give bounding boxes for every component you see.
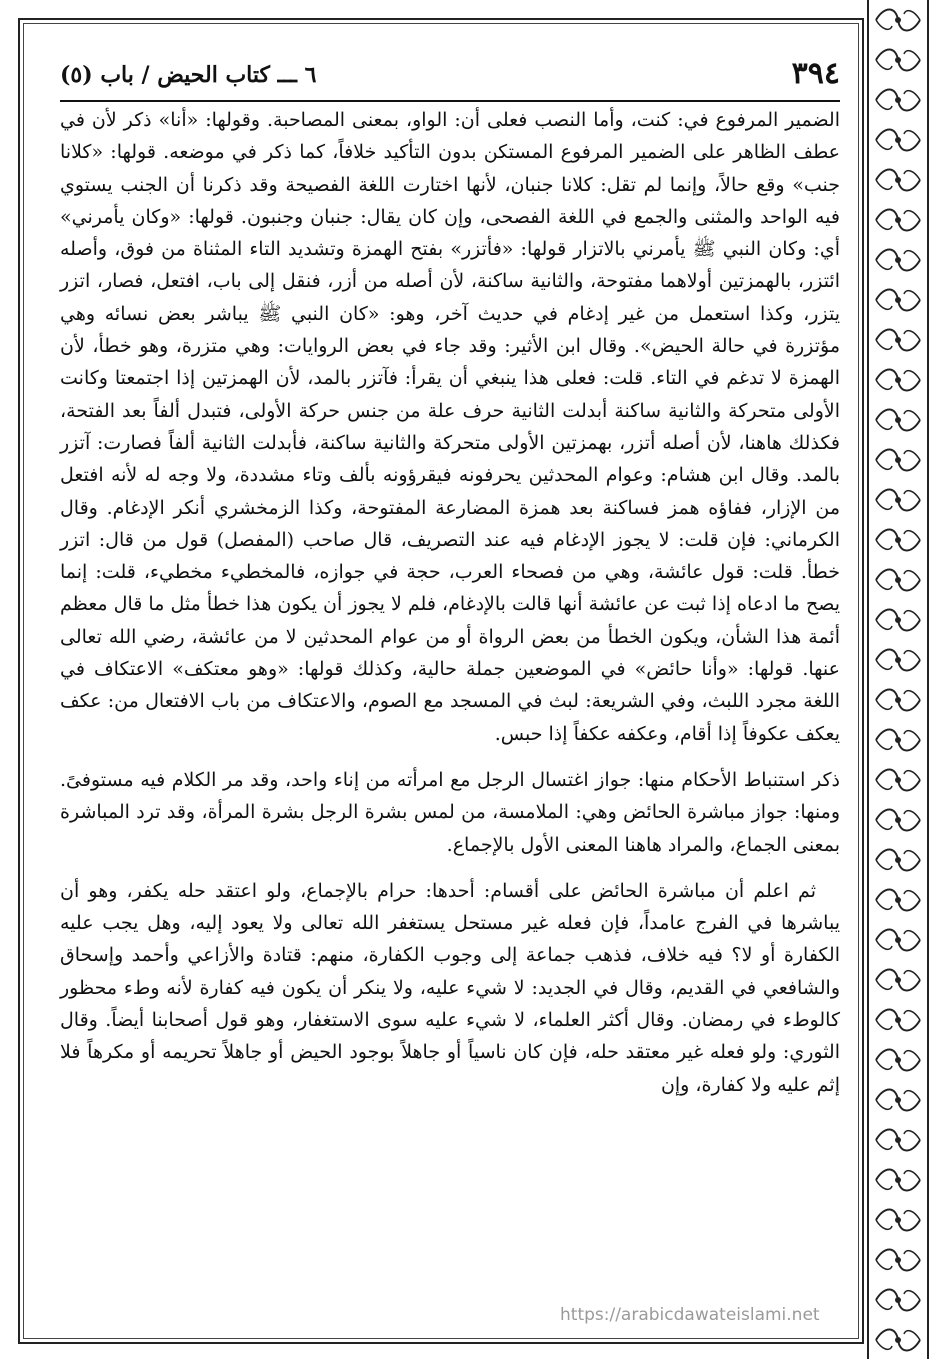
page-body: [60, 104, 840, 1101]
page-header: [60, 56, 840, 100]
rulings-paragraph: ذكر استنباط الأحكام منها: جواز اغتسال الرجل مع امرأته من إناء واحد، وقد مر الكلام فيه مستوفىً. ومنها: جواز مباشرة الحائض وهي: الملامسة، من لمس بشرة الرجل بشرة المرأة، وقد ترد المباشرة بمعنى الجماع، والمراد هاهنا المعنى الأول بالإجماع.: [60, 768, 840, 856]
header-divider: [60, 100, 840, 102]
conditions-paragraph: ثم اعلم أن مباشرة الحائض على أقسام: أحدها: حرام بالإجماع، ولو اعتقد حله يكفر، وهو أن يباشرها في الفرج عامداً، فإن فعله غير مستحل يستغفر الله تعالى ولا يعود إليه، وهل يجب عليه الكفارة أو لا؟ فيه خلاف، فذهب جماعة إلى وجوب الكفارة، منهم: قتادة والأزاعي وأحمد وإسحاق والشافعي في القديم، وقال في الجديد: لا شيء عليه، ولا ينكر أن يكون فيه كفارة لأنه وطء محظور كالوطء في رمضان. وقال أكثر العلماء، لا شيء عليه سوى الاستغفار، وهو قول أصحابنا أيضاً. وقال الثوري: ولو فعله غير معتقد حله، فإن كان ناسياً أو جاهلاً بوجود الحيض أو جاهلاً تحريمه أو مكرهاً فلا إثم عليه ولا كفارة، وإن: [60, 879, 840, 1096]
ornamental-border: [862, 0, 934, 1359]
chapter-title: ٦ ـــ كتاب الحيض / باب (٥): [60, 62, 317, 88]
commentary-paragraph: الضمير المرفوع في: كنت، وأما النصب فعلى أن: الواو، بمعنى المصاحبة. وقولها: «أنا» ذكر لأن في عطف الظاهر على الضمير المرفوع المستكن بدون التأكيد خلافاً، كما ذكر في موضعه. قولها: «كلانا جنب» وقع حالاً، وإنما لم تقل: كلانا جنبان، لأنها اختارت اللغة الفصيحة وقد ذكرنا أن الجنب يستوي فيه الواحد والمثنى والجمع في اللغة الفصحى، وإن كان يقال: جنبان وجنبون. قولها: «وكان يأمرني» أي: وكان النبي ﷺ يأمرني بالاتزار قولها: «فأتزر» بفتح الهمزة وتشديد التاء المثناة من فوق، وأصله ائتزر، بالهمزتين أولاهما مفتوحة، والثانية ساكنة، لأن أصله من أزر، فنقل إلى باب، افتعل، فصار، اتزر يتزر، وكذا استعمل من غير إدغام في حديث آخر، وهو: «كان النبي ﷺ يباشر بعض نسائه وهي مؤتزرة في حالة الحيض». وقال ابن الأثير: وقد جاء في بعض الروايات: وهي متزرة، وهو خطأ، لأن الهمزة لا تدغم في التاء. قلت: فعلى هذا ينبغي أن يقرأ: فآتزر بالمد، لأن الهمزتين إذا اجتمعتا وكانت الأولى متحركة والثانية ساكنة أبدلت الثانية حرف علة من جنس حركة الأولى، فتبدل ألفاً بعد الفتحة، فكذلك هاهنا، لأن أصله أتزر، بهمزتين الأولى متحركة والثانية ساكنة، فأبدلت الثانية ألفاً فصارت: آتزر بالمد. وقال ابن هشام: وعوام المحدثين يحرفونه فيقرؤونه بألف وتاء مشددة، ولا وجه له لأنه افتعل من الإزار، ففاؤه همز فساكنة بعد همزة المضارعة المفتوحة، وكذا الزمخشري أنكر الإدغام. وقال الكرماني: فإن قلت: لا يجوز الإدغام فيه عند التصريف، قال صاحب (المفصل) قول من قال: اتزر خطأ. قلت: قول عائشة، وهي من فصحاء العرب، حجة في جوازه، فالمخطيء مخطيء، قلت: إنما يصح ما ادعاه إذا ثبت عن عائشة أنها قالت بالإدغام، فلم لا يجوز أن يكون هذا خطأ مثل ما قال معظم أئمة هذا الشأن، ويكون الخطأ من بعض الرواة أو من عوام المحدثين لا من عائشة، رضي الله تعالى عنها. قولها: «وأنا حائض» في الموضعين جملة حالية، وكذلك قولها: «وهو معتكف» الاعتكاف في اللغة مجرد اللبث، وفي الشريعة: لبث في المسجد مع الصوم، والاعتكاف من باب الافتعال من: عكف يعكف عكوفاً إذا أقام، وعكفه عكفاً إذا حبس.: [60, 109, 840, 745]
watermark: https://arabicdawateislami.net: [560, 1305, 820, 1325]
page-number: ٣٩٤: [791, 56, 840, 91]
ornament-pattern-icon: [862, 0, 934, 1359]
